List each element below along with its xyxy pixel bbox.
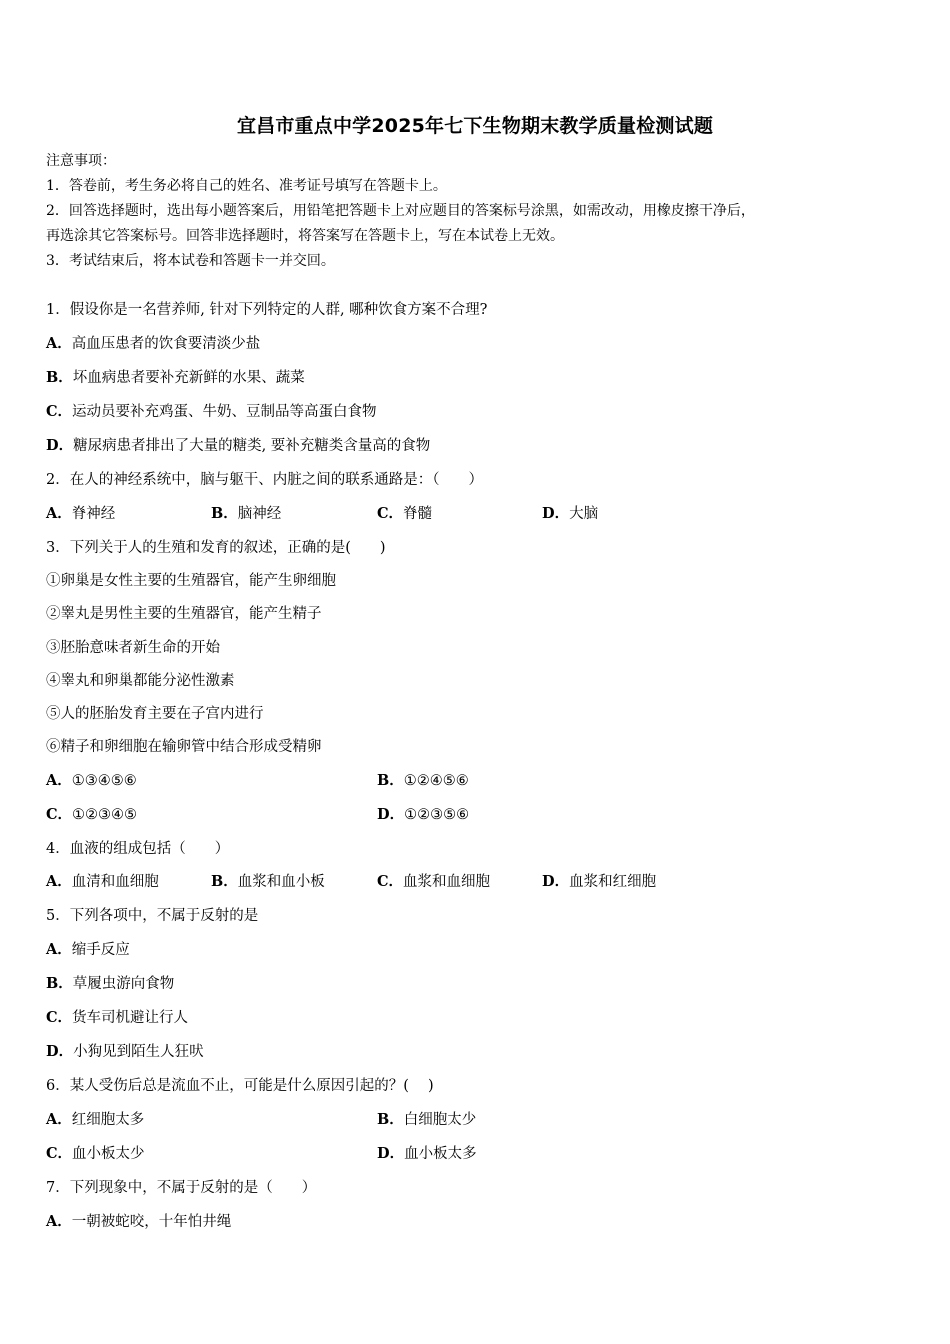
option-text: 血小板太少 xyxy=(72,1146,145,1162)
option-text: 血浆和红细胞 xyxy=(569,874,657,890)
option-letter: B． xyxy=(46,369,73,386)
q5-option-a xyxy=(46,940,130,960)
q1-option-d xyxy=(46,436,430,456)
option-letter: D． xyxy=(377,1145,405,1162)
question-5-stem: 5．下列各项中，不属于反射的是 xyxy=(46,908,259,924)
q3-option-c xyxy=(46,805,137,825)
option-text: 白细胞太少 xyxy=(403,1112,477,1128)
q2-option-c xyxy=(377,504,432,524)
option-letter: A． xyxy=(46,505,72,522)
option-text: 血清和血细胞 xyxy=(71,874,159,890)
option-text: 脑神经 xyxy=(237,506,282,522)
q3-statement-3: ③胚胎意味者新生命的开始 xyxy=(46,640,220,656)
q3-option-b xyxy=(377,771,469,791)
option-letter: C． xyxy=(377,873,404,890)
q7-option-a xyxy=(46,1212,231,1232)
option-text: ①②③⑤⑥ xyxy=(404,807,470,823)
option-text: ①②③④⑤ xyxy=(72,807,138,823)
q4-option-c xyxy=(377,872,490,892)
option-letter: A． xyxy=(46,335,72,352)
q2-option-a xyxy=(46,504,115,524)
q3-statement-1: ①卵巢是女性主要的生殖器官，能产生卵细胞 xyxy=(46,573,336,589)
q2-option-b xyxy=(211,504,281,524)
q6-option-d xyxy=(377,1144,477,1164)
option-text: 血浆和血小板 xyxy=(237,874,325,890)
option-letter: A． xyxy=(46,1111,72,1128)
option-text: 一朝被蛇咬，十年怕井绳 xyxy=(71,1214,232,1230)
option-text: 坏血病患者要补充新鲜的水果、蔬菜 xyxy=(72,370,305,386)
q3-option-a xyxy=(46,771,137,791)
option-text: 红细胞太多 xyxy=(71,1112,145,1128)
option-text: 脊神经 xyxy=(71,506,116,522)
option-letter: D． xyxy=(542,505,570,522)
option-letter: B． xyxy=(377,1111,404,1128)
question-4-stem: 4．血液的组成包括（ ） xyxy=(46,841,230,857)
option-text: 血小板太多 xyxy=(404,1146,477,1162)
option-text: ①②④⑤⑥ xyxy=(403,773,469,789)
option-letter: D． xyxy=(46,1043,74,1060)
option-letter: A． xyxy=(46,1213,72,1230)
q3-statement-2: ②睾丸是男性主要的生殖器官，能产生精子 xyxy=(46,606,322,622)
question-1-stem: 1．假设你是一名营养师, 针对下列特定的人群, 哪种饮食方案不合理? xyxy=(46,302,488,318)
q3-statement-5: ⑤人的胚胎发育主要在子宫内进行 xyxy=(46,706,264,722)
q6-option-c xyxy=(46,1144,145,1164)
option-letter: B． xyxy=(46,975,73,992)
q3-statement-6: ⑥精子和卵细胞在输卵管中结合形成受精卵 xyxy=(46,739,322,755)
question-2-stem: 2．在人的神经系统中，脑与躯干、内脏之间的联系通路是：（ ） xyxy=(46,472,483,488)
notice-heading: 注意事项： xyxy=(46,153,116,169)
option-text: 大脑 xyxy=(569,506,599,522)
option-letter: C． xyxy=(46,806,73,823)
option-letter: D． xyxy=(46,437,74,454)
page-title: 宜昌市重点中学2025年七下生物期末教学质量检测试题 xyxy=(236,115,714,137)
q1-option-a xyxy=(46,334,260,354)
option-letter: C． xyxy=(46,1009,73,1026)
q3-statement-4: ④睾丸和卵巢都能分泌性激素 xyxy=(46,673,235,689)
option-text: 草履虫游向食物 xyxy=(72,976,175,992)
q4-option-b xyxy=(211,872,325,892)
option-text: 血浆和血细胞 xyxy=(403,874,491,890)
option-text: 脊髓 xyxy=(403,506,433,522)
notice-item-1: 1．答卷前，考生务必将自己的姓名、准考证号填写在答题卡上。 xyxy=(46,178,447,194)
q4-option-a xyxy=(46,872,159,892)
option-letter: B． xyxy=(377,772,404,789)
option-letter: B． xyxy=(211,505,238,522)
option-letter: A． xyxy=(46,941,72,958)
option-text: 运动员要补充鸡蛋、牛奶、豆制品等高蛋白食物 xyxy=(72,404,377,420)
q5-option-c xyxy=(46,1008,188,1028)
option-text: 小狗见到陌生人狂吠 xyxy=(73,1044,204,1060)
option-letter: A． xyxy=(46,873,72,890)
option-letter: D． xyxy=(377,806,405,823)
q4-option-d xyxy=(542,872,656,892)
notice-item-2: 2．回答选择题时，选出每小题答案后，用铅笔把答题卡上对应题目的答案标号涂黑，如需改动，用橡皮擦干净后， xyxy=(46,203,755,219)
q3-option-d xyxy=(377,805,469,825)
q1-option-b xyxy=(46,368,305,388)
question-3-stem: 3．下列关于人的生殖和发育的叙述，正确的是( ) xyxy=(46,540,386,556)
q2-option-d xyxy=(542,504,598,524)
q6-option-a xyxy=(46,1110,144,1130)
option-letter: D． xyxy=(542,873,570,890)
option-text: 缩手反应 xyxy=(71,942,130,958)
question-7-stem: 7．下列现象中，不属于反射的是（ ） xyxy=(46,1180,317,1196)
option-letter: C． xyxy=(377,505,404,522)
q1-option-c xyxy=(46,402,377,422)
option-letter: C． xyxy=(46,403,73,420)
q6-option-b xyxy=(377,1110,476,1130)
q5-option-b xyxy=(46,974,174,994)
notice-item-2-continued: 再选涂其它答案标号。回答非选择题时，将答案写在答题卡上，写在本试卷上无效。 xyxy=(46,228,564,244)
notice-item-3: 3．考试结束后，将本试卷和答题卡一并交回。 xyxy=(46,253,335,269)
option-text: 高血压患者的饮食要清淡少盐 xyxy=(71,336,261,352)
option-text: 糖尿病患者排出了大量的糖类, 要补充糖类含量高的食物 xyxy=(73,438,431,454)
option-text: ①③④⑤⑥ xyxy=(71,773,137,789)
option-letter: C． xyxy=(46,1145,73,1162)
option-letter: A． xyxy=(46,772,72,789)
option-text: 货车司机避让行人 xyxy=(72,1010,189,1026)
option-letter: B． xyxy=(211,873,238,890)
question-6-stem: 6．某人受伤后总是流血不止，可能是什么原因引起的？( ) xyxy=(46,1078,434,1094)
q5-option-d xyxy=(46,1042,204,1062)
